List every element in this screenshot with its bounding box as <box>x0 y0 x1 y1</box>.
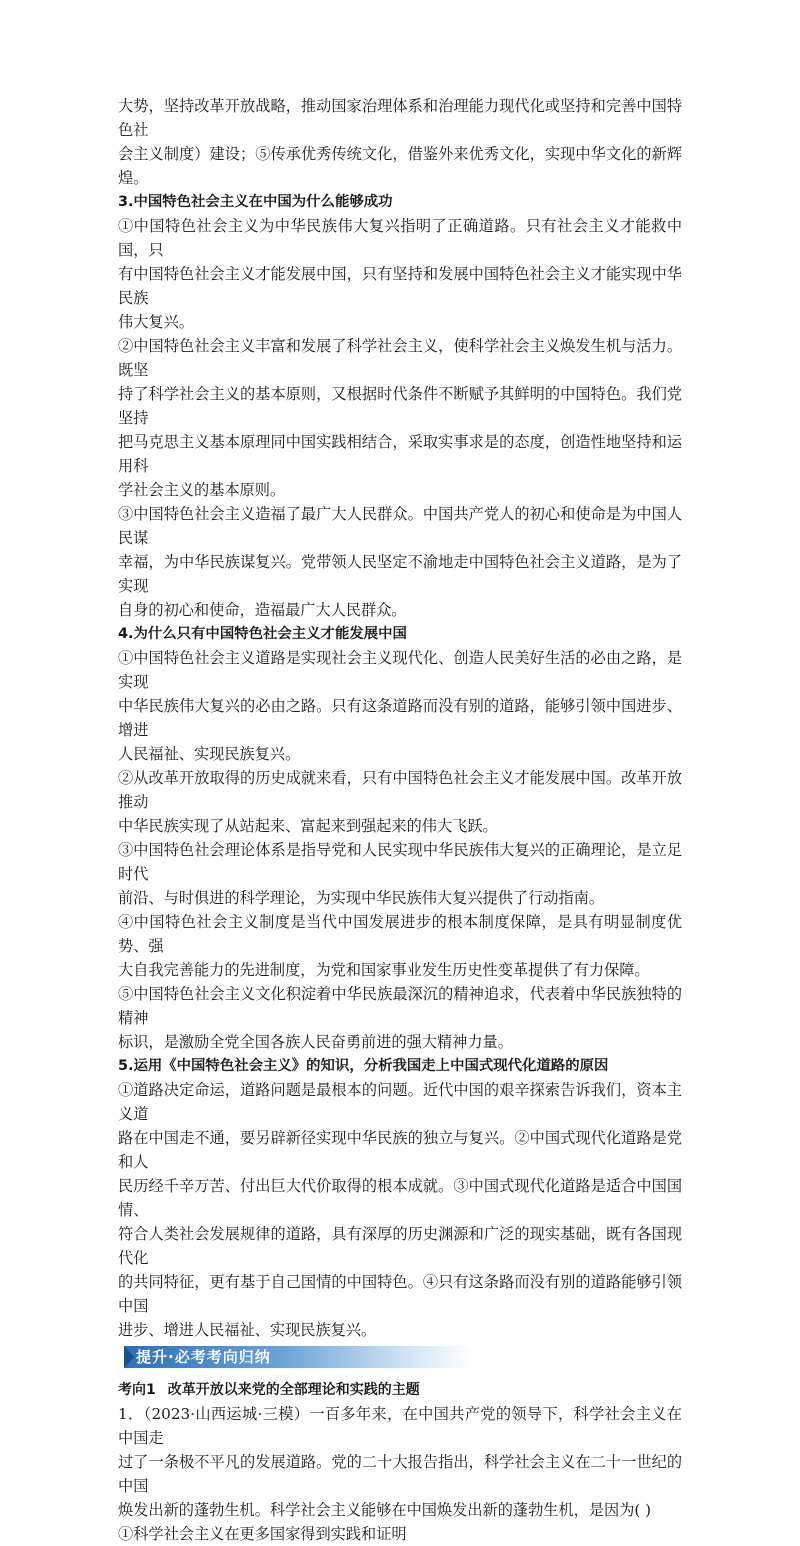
section-banner <box>118 1346 682 1370</box>
text-line: ①中国特色社会主义道路是实现社会主义现代化、创造人民美好生活的必由之路，是实现 <box>118 649 682 691</box>
text-line: 1．（2023·山西运城·三模）一百多年来，在中国共产党的领导下，科学社会主义在中国走 <box>118 1405 682 1447</box>
text-line: 有中国特色社会主义才能发展中国，只有坚持和发展中国特色社会主义才能实现中华民族 <box>118 265 682 307</box>
banner-label: 提升·必考考向归纳 <box>136 1348 271 1366</box>
text-line: ②从改革开放取得的历史成就来看，只有中国特色社会主义才能发展中国。改革开放推动 <box>118 769 682 811</box>
text-line: ③中国特色社会主义造福了最广大人民群众。中国共产党人的初心和使命是为中国人民谋 <box>118 505 682 547</box>
text-line: ①道路决定命运，道路问题是最根本的问题。近代中国的艰辛探索告诉我们，资本主义道 <box>118 1081 682 1123</box>
text-line: ③中国特色社会理论体系是指导党和人民实现中华民族伟大复兴的正确理论，是立足时代 <box>118 841 682 883</box>
text-line: 前沿、与时俱进的科学理论，为实现中华民族伟大复兴提供了行动指南。 <box>118 889 604 907</box>
text-line: 标识，是激励全党全国各族人民奋勇前进的强大精神力量。 <box>118 1033 513 1051</box>
kaoxiang-number: 考向1 <box>118 1382 156 1398</box>
text-line: 学社会主义的基本原则。 <box>118 481 286 499</box>
intro-paragraph <box>118 94 682 190</box>
text-line: ①科学社会主义在更多国家得到实践和证明 <box>118 1525 407 1543</box>
text-line: ⑤中国特色社会主义文化积淀着中华民族最深沉的精神追求，代表着中华民族独特的精神 <box>118 985 682 1027</box>
text-line: 路在中国走不通，要另辟新径实现中华民族的独立与复兴。②中国式现代化道路是党和人 <box>118 1129 682 1171</box>
text-line: 自身的初心和使命，造福最广大人民群众。 <box>118 601 407 619</box>
text-line: 把马克思主义基本原理同中国实践相结合，采取实事求是的态度，创造性地坚持和运用科 <box>118 433 682 475</box>
section-3 <box>118 190 682 622</box>
text-line: 大势，坚持改革开放战略，推动国家治理体系和治理能力现代化或坚持和完善中国特色社 <box>118 97 682 139</box>
kaoxiang-title <box>118 1378 682 1402</box>
text-line: 的共同特征，更有基于自己国情的中国特色。④只有这条路而没有别的道路能够引领中国 <box>118 1273 682 1315</box>
section-heading: 4.为什么只有中国特色社会主义才能发展中国 <box>118 626 407 642</box>
text-line: 幸福，为中华民族谋复兴。党带领人民坚定不渝地走中国特色社会主义道路，是为了实现 <box>118 553 682 595</box>
section-5 <box>118 1054 682 1342</box>
text-line: ②中国特色社会主义丰富和发展了科学社会主义，使科学社会主义焕发生机与活力。既坚 <box>118 337 682 379</box>
text-line: 焕发出新的蓬勃生机。科学社会主义能够在中国焕发出新的蓬勃生机，是因为( ) <box>118 1501 652 1519</box>
text-line: ①中国特色社会主义为中华民族伟大复兴指明了正确道路。只有社会主义才能救中国，只 <box>118 217 682 259</box>
text-line: 中华民族实现了从站起来、富起来到强起来的伟大飞跃。 <box>118 817 498 835</box>
section-4 <box>118 622 682 1054</box>
text-line: 大自我完善能力的先进制度，为党和国家事业发生历史性变革提供了有力保障。 <box>118 961 650 979</box>
text-line: 中华民族伟大复兴的必由之路。只有这条道路而没有别的道路，能够引领中国进步、增进 <box>118 697 682 739</box>
text-line: ④中国特色社会主义制度是当代中国发展进步的根本制度保障，是具有明显制度优势、强 <box>118 913 682 955</box>
text-line: 民历经千辛万苦、付出巨大代价取得的根本成就。③中国式现代化道路是适合中国国情、 <box>118 1177 682 1219</box>
text-line: 进步、增进人民福祉、实现民族复兴。 <box>118 1321 377 1339</box>
text-line: 过了一条极不平凡的发展道路。党的二十大报告指出，科学社会主义在二十一世纪的中国 <box>118 1453 682 1495</box>
text-line: 符合人类社会发展规律的道路，具有深厚的历史渊源和广泛的现实基础，既有各国现代化 <box>118 1225 682 1267</box>
text-line: 伟大复兴。 <box>118 313 194 331</box>
section-heading: 3.中国特色社会主义在中国为什么能够成功 <box>118 194 393 210</box>
text-line: 会主义制度）建设；⑤传承优秀传统文化，借鉴外来优秀文化，实现中华文化的新辉煌。 <box>118 145 682 187</box>
kaoxiang-text: 改革开放以来党的全部理论和实践的主题 <box>167 1382 420 1398</box>
section-heading: 5.运用《中国特色社会主义》的知识，分析我国走上中国式现代化道路的原因 <box>118 1058 609 1074</box>
text-line: 持了科学社会主义的基本原则，又根据时代条件不断赋予其鲜明的中国特色。我们党坚持 <box>118 385 682 427</box>
text-line: 人民福祉、实现民族复兴。 <box>118 745 301 763</box>
question-1 <box>118 1402 682 1546</box>
banner-triangle-icon <box>124 1346 134 1368</box>
